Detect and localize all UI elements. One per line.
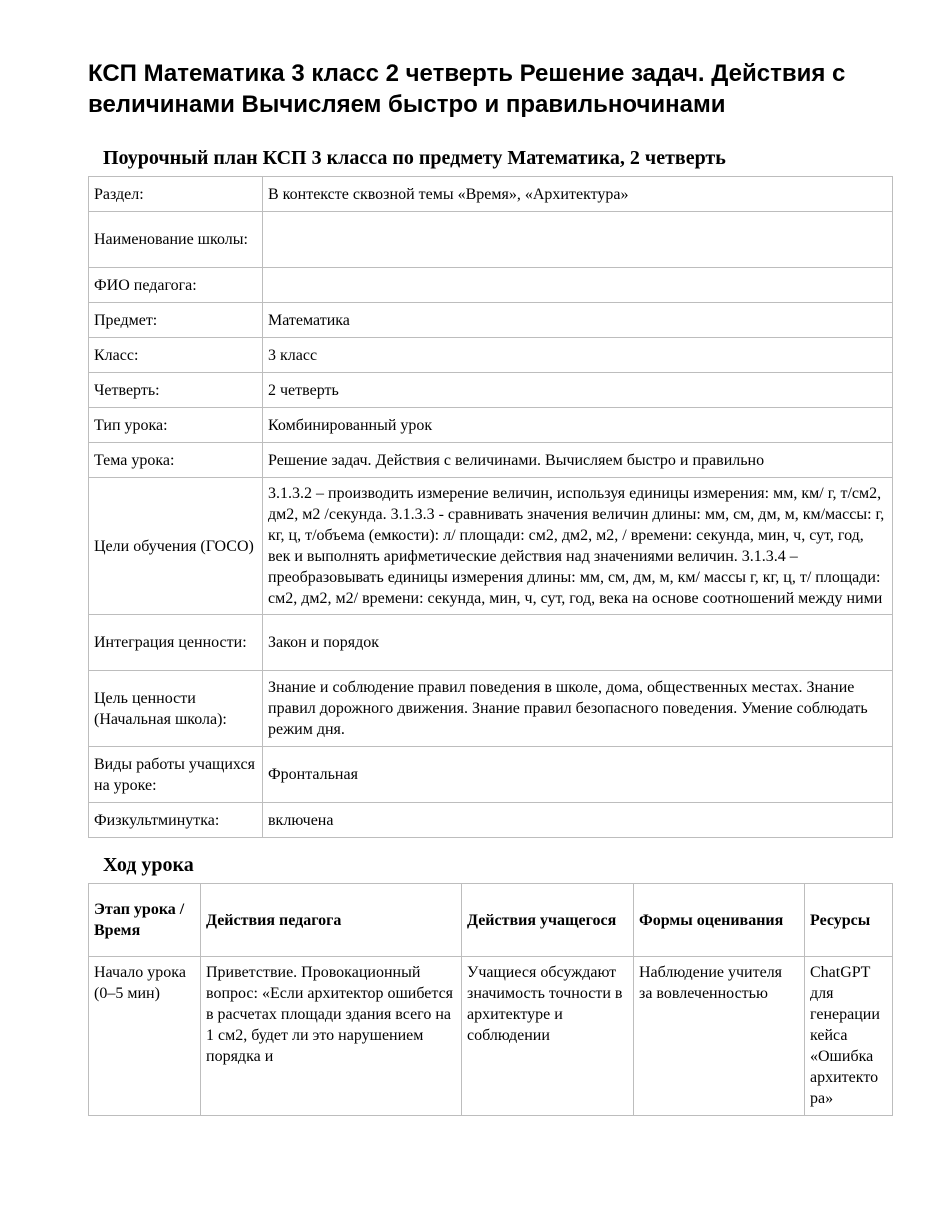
info-label-lesson-type: Тип урока: [89,408,263,443]
table-row [89,177,893,212]
info-label-learning-goals: Цели обучения (ГОСО) [89,478,263,615]
table-row [89,408,893,443]
info-label-section: Раздел: [89,177,263,212]
header-stage: Этап урока / Время [89,884,201,957]
cell-student-actions: Учащиеся обсуждают значимость точности в архитектуре и соблюдении [462,957,634,1116]
header-resources: Ресурсы [805,884,893,957]
info-label-work-types: Виды работы учащихся на уроке: [89,747,263,803]
info-label-grade: Класс: [89,338,263,373]
cell-teacher-actions: Приветствие. Провокационный вопрос: «Если архитектор ошибется в расчетах площади здания всего на 1 см2, будет ли это нарушением порядка и [201,957,462,1116]
lesson-info-table [88,176,893,838]
info-label-phys-break: Физкультминутка: [89,803,263,838]
info-label-school: Наименование школы: [89,212,263,268]
info-value-value-goal: Знание и соблюдение правил поведения в школе, дома, общественных местах. Знание правил дорожного движения. Знание правил безопасного поведения. Умение соблюдать режим дня. [263,671,893,747]
info-value-grade: 3 класс [263,338,893,373]
cell-stage: Начало урока (0–5 мин) [89,957,201,1116]
info-value-lesson-type: Комбинированный урок [263,408,893,443]
cell-assessment: Наблюдение учителя за вовлеченностью [634,957,805,1116]
info-value-learning-goals: 3.1.3.2 – производить измерение величин, используя единицы измерения: мм, км/ г, т/см2, дм2, м2 /секунда. 3.1.3.3 - сравнивать значения величин длины: мм, см, дм, м, км/массы: г, кг, ц, т/объема (емкости): л/ площади: см2, дм2, м2, / времени: секунда, мин, ч, сут, год, век и выполнять арифметические действия над значениями величин. 3.1.3.4 – преобразовывать единицы измерения длины: мм, см, дм, м, км/ массы г, кг, ц, т/ площади: см2, дм2, м2/ времени: секунда, мин, ч, сут, год, века на основе соотношений между ними [263,478,893,615]
header-teacher-actions: Действия педагога [201,884,462,957]
info-value-teacher [263,268,893,303]
table-row [89,957,893,1116]
table-row [89,268,893,303]
info-value-quarter: 2 четверть [263,373,893,408]
info-label-lesson-topic: Тема урока: [89,443,263,478]
table-row [89,747,893,803]
table-row [89,671,893,747]
course-heading: Ход урока [103,854,194,876]
info-label-value-goal: Цель ценности (Начальная школа): [89,671,263,747]
table-row [89,615,893,671]
plan-heading: Поурочный план КСП 3 класса по предмету Математика, 2 четверть [103,147,726,169]
cell-resources: ChatGPT для генерации кейса «Ошибка архитектора» [805,957,893,1116]
table-row [89,303,893,338]
header-student-actions: Действия учащегося [462,884,634,957]
document-page [88,58,893,1116]
info-value-lesson-topic: Решение задач. Действия с величинами. Вычисляем быстро и правильно [263,443,893,478]
document-title: КСП Математика 3 класс 2 четверть Решение задач. Действия с величинами Вычисляем быстро и правильночинами [88,60,846,118]
table-row [89,478,893,615]
info-value-subject: Математика [263,303,893,338]
table-row [89,338,893,373]
info-label-quarter: Четверть: [89,373,263,408]
info-value-section: В контексте сквозной темы «Время», «Архитектура» [263,177,893,212]
table-row [89,443,893,478]
table-header-row [89,884,893,957]
info-value-school [263,212,893,268]
info-value-work-types: Фронтальная [263,747,893,803]
table-row [89,803,893,838]
table-row [89,212,893,268]
lesson-course-table [88,883,893,1116]
info-value-phys-break: включена [263,803,893,838]
header-assessment: Формы оценивания [634,884,805,957]
info-label-subject: Предмет: [89,303,263,338]
info-label-teacher: ФИО педагога: [89,268,263,303]
info-value-value-integration: Закон и порядок [263,615,893,671]
table-row [89,373,893,408]
info-label-value-integration: Интеграция ценности: [89,615,263,671]
